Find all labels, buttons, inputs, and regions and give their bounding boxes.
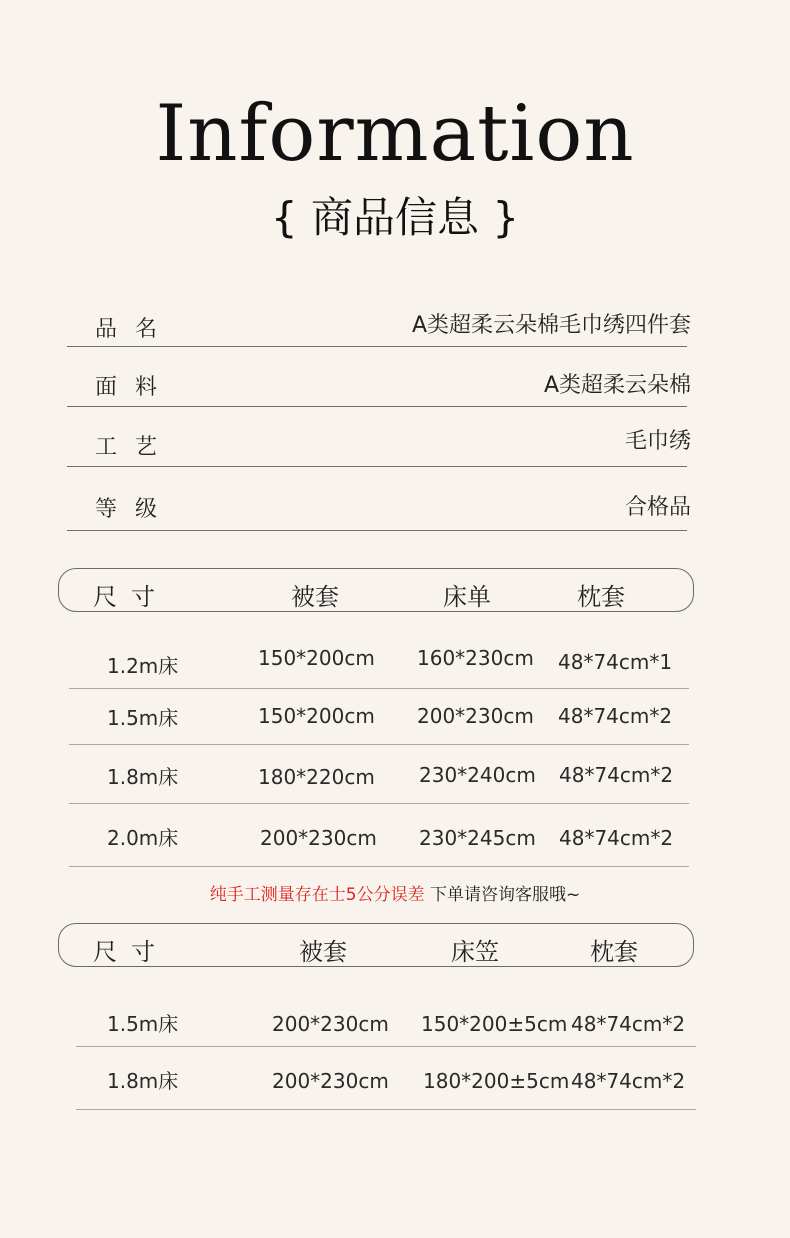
info-value: 合格品	[624, 495, 691, 520]
cell-fitted-sheet: 150*200±5cm	[421, 1012, 568, 1036]
note-error-text: 纯手工测量存在士5公分误差	[209, 885, 425, 905]
info-row-fabric	[67, 350, 691, 407]
table-row	[69, 804, 689, 867]
measurement-note	[0, 882, 790, 908]
cell-duvet: 180*220cm	[258, 765, 375, 789]
info-label: 等级	[95, 497, 176, 522]
cell-sheet: 200*230cm	[417, 704, 534, 728]
table-row	[76, 1047, 696, 1110]
cell-bed-size: 1.5m床	[107, 706, 179, 730]
cell-duvet: 200*230cm	[272, 1012, 389, 1036]
table2-header	[58, 923, 694, 967]
cell-bed-size: 1.2m床	[107, 654, 179, 678]
cell-sheet: 230*245cm	[419, 826, 536, 850]
header-sheet: 床单	[443, 583, 491, 611]
info-value: 毛巾绣	[624, 429, 691, 454]
cell-pillow: 48*74cm*1	[558, 650, 673, 674]
cell-bed-size: 1.8m床	[107, 765, 179, 789]
page-title: Information	[155, 89, 635, 179]
cell-pillow: 48*74cm*2	[558, 704, 673, 728]
info-label: 工艺	[95, 435, 176, 460]
cell-sheet: 160*230cm	[417, 646, 534, 670]
info-row-grade	[67, 474, 691, 531]
header-fitted-sheet: 床笠	[451, 938, 499, 966]
table-row	[69, 745, 689, 804]
cell-pillow: 48*74cm*2	[559, 826, 674, 850]
info-value: A类超柔云朵棉毛巾绣四件套	[411, 313, 691, 338]
cell-pillow: 48*74cm*2	[571, 1012, 686, 1036]
cell-bed-size: 2.0m床	[107, 826, 179, 850]
page-subtitle: { 商品信息 }	[270, 193, 520, 242]
info-label: 品名	[95, 317, 176, 342]
cell-duvet: 200*230cm	[260, 826, 377, 850]
cell-fitted-sheet: 180*200±5cm	[423, 1069, 570, 1093]
cell-duvet: 200*230cm	[272, 1069, 389, 1093]
cell-bed-size: 1.8m床	[107, 1069, 179, 1093]
note-contact-text: 下单请咨询客服哦~	[429, 885, 581, 905]
cell-pillow: 48*74cm*2	[559, 763, 674, 787]
table1-header	[58, 568, 694, 612]
info-row-name	[67, 290, 691, 347]
cell-duvet: 150*200cm	[258, 646, 375, 670]
table-row	[69, 632, 689, 689]
header-duvet: 被套	[299, 938, 347, 966]
header-pillow: 枕套	[577, 583, 625, 611]
cell-sheet: 230*240cm	[419, 763, 536, 787]
header-duvet: 被套	[291, 583, 339, 611]
table-row	[76, 990, 696, 1047]
info-value: A类超柔云朵棉	[543, 373, 691, 398]
table-row	[69, 688, 689, 745]
header-size: 尺寸	[93, 583, 169, 611]
info-row-craft	[67, 410, 691, 467]
cell-bed-size: 1.5m床	[107, 1012, 179, 1036]
info-label: 面料	[95, 375, 176, 400]
cell-duvet: 150*200cm	[258, 704, 375, 728]
header-pillow: 枕套	[590, 938, 638, 966]
cell-pillow: 48*74cm*2	[571, 1069, 686, 1093]
header-size: 尺寸	[93, 938, 169, 966]
